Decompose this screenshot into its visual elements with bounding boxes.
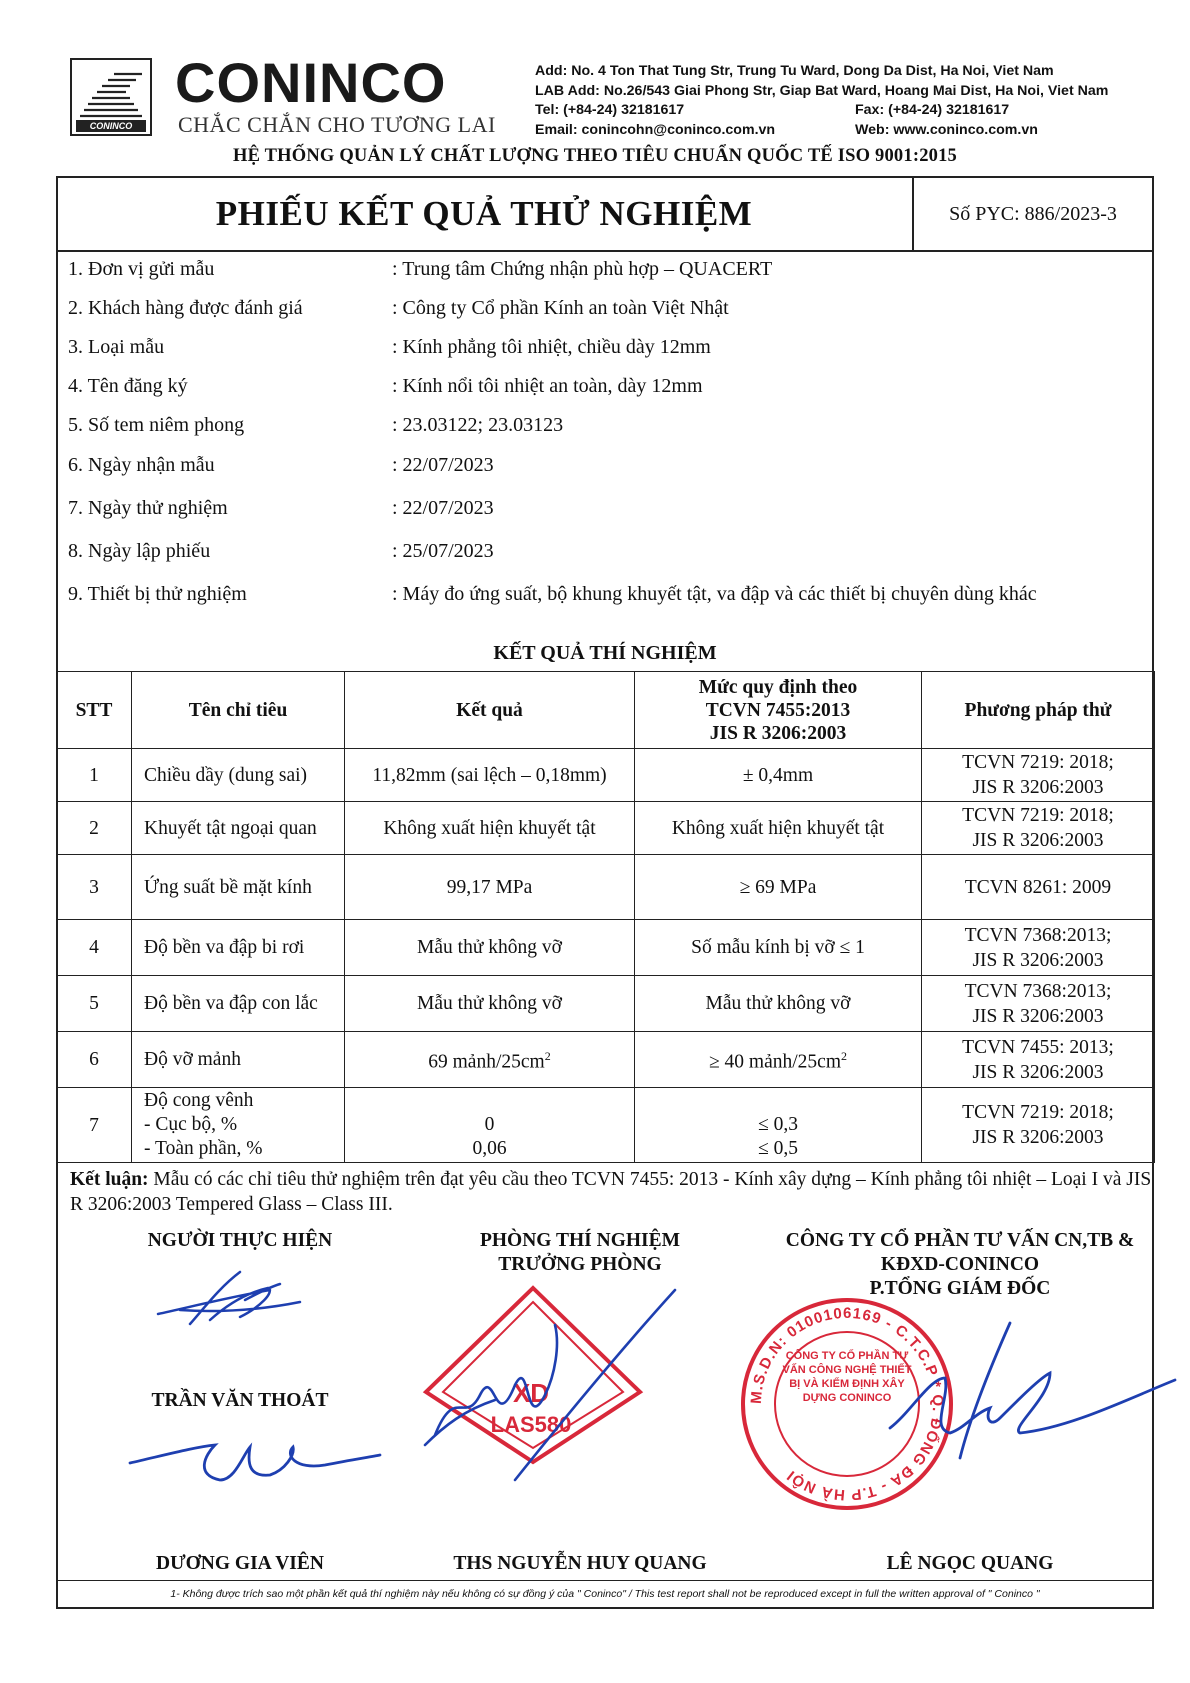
info-value: : Kính nổi tôi nhiệt an toàn, dày 12mm <box>392 375 703 397</box>
method-line: JIS R 3206:2003 <box>972 949 1104 971</box>
performer-name-1: TRẦN VĂN THOÁT <box>151 1390 329 1411</box>
signature-director <box>850 1318 1180 1468</box>
info-value: : 25/07/2023 <box>392 540 494 562</box>
cell-name <box>132 1088 345 1163</box>
cell-stt: 3 <box>57 855 132 920</box>
col-header-stt: STT <box>57 672 132 749</box>
tel: Tel: (+84-24) 32181617 <box>535 102 685 118</box>
info-value: : Kính phẳng tôi nhiệt, chiều dày 12mm <box>392 336 711 358</box>
name-line: - Toàn phần, % <box>144 1138 263 1159</box>
seal-center-text: CÔNG TY CỔ PHẦN TƯ VẤN CÔNG NGHỆ THIẾT BỊ VÀ KIỂM ĐỊNH XÂY DỰNG CONINCO <box>782 1350 912 1404</box>
method-line: JIS R 3206:2003 <box>972 1061 1104 1083</box>
header-line: TCVN 7455:2013 <box>705 699 851 721</box>
method-line: JIS R 3206:2003 <box>972 1127 1104 1148</box>
seal-ring-text: M.S.D.N: 0100106169 - C.T.C.P * Q. ĐỐNG ĐA - T.P HÀ NỘI <box>747 1304 947 1504</box>
superscript: 2 <box>841 1049 847 1064</box>
signature-thoat <box>150 1262 340 1337</box>
name-line: Độ cong vênh <box>144 1090 254 1111</box>
website: Web: www.coninco.com.vn <box>855 121 1038 138</box>
info-value: : 23.03122; 23.03123 <box>392 414 564 436</box>
header-line: JIS R 3206:2003 <box>709 722 847 744</box>
table-row <box>57 920 1155 976</box>
divider <box>56 1580 1154 1581</box>
cell-method <box>922 749 1155 802</box>
cell-method <box>922 1088 1155 1163</box>
col-header-requirement <box>635 672 922 749</box>
info-label: 5. Số tem niêm phong <box>68 414 245 436</box>
info-value: : 22/07/2023 <box>392 497 494 519</box>
info-label: 3. Loại mẫu <box>68 336 165 358</box>
info-value: : Trung tâm Chứng nhận phù hợp – QUACERT <box>392 258 773 280</box>
cell-name: Chiều dầy (dung sai) <box>132 749 345 802</box>
cell-result <box>345 1032 635 1088</box>
info-label: 8. Ngày lập phiếu <box>68 540 211 562</box>
company-title-line: CÔNG TY CỔ PHẦN TƯ VẤN CN,TB & <box>785 1230 1135 1251</box>
method-line: TCVN 7219: 2018; <box>962 805 1114 826</box>
cell-requirement: Mẫu thử không vỡ <box>635 976 922 1032</box>
conclusion-label: Kết luận: <box>70 1169 149 1190</box>
method-line: JIS R 3206:2003 <box>972 777 1104 798</box>
table-row <box>57 976 1155 1032</box>
info-label: 7. Ngày thử nghiệm <box>68 497 228 519</box>
method-line: TCVN 7219: 2018; <box>962 1102 1114 1123</box>
logo-tag: CONINCO <box>89 121 133 131</box>
method-line: TCVN 7368:2013; <box>964 980 1112 1002</box>
cell-name: Độ bền va đập bi rơi <box>132 920 345 976</box>
lab-title-line: TRƯỞNG PHÒNG <box>498 1254 662 1275</box>
info-value: : Máy đo ứng suất, bộ khung khuyết tật, va đập và các thiết bị chuyên dùng khác <box>392 583 1037 605</box>
cell-method <box>922 802 1155 855</box>
stamp-text-top: XD <box>512 1378 550 1408</box>
cell-result: 11,82mm (sai lệch – 0,18mm) <box>345 749 635 802</box>
result-value: 69 mảnh/25cm <box>428 1051 545 1073</box>
brand-name: CONINCO <box>175 51 447 114</box>
info-label: 2. Khách hàng được đánh giá <box>68 297 303 319</box>
cell-requirement: ± 0,4mm <box>635 749 922 802</box>
cell-method <box>922 976 1155 1032</box>
cell-requirement <box>635 1032 922 1088</box>
method-line: TCVN 7455: 2013; <box>962 1036 1114 1058</box>
method-line: TCVN 7219: 2018; <box>962 752 1114 773</box>
req-local: ≤ 0,3 <box>758 1114 798 1135</box>
method-line: JIS R 3206:2003 <box>972 1005 1104 1027</box>
iso-line: HỆ THỐNG QUẢN LÝ CHẤT LƯỢNG THEO TIÊU CHUẨN QUỐC TẾ ISO 9001:2015 <box>233 146 957 166</box>
cell-result: Mẫu thử không vỡ <box>345 920 635 976</box>
table-row <box>57 802 1155 855</box>
cell-stt: 7 <box>57 1088 132 1163</box>
method-line: JIS R 3206:2003 <box>972 830 1104 851</box>
info-value: : 22/07/2023 <box>392 454 494 476</box>
fax: Fax: (+84-24) 32181617 <box>855 102 1010 118</box>
cell-name: Độ bền va đập con lắc <box>132 976 345 1032</box>
cell-method <box>922 1032 1155 1088</box>
cell-stt: 5 <box>57 976 132 1032</box>
company-contact <box>535 62 1108 140</box>
table-row <box>57 1088 1155 1163</box>
divider <box>56 250 1154 252</box>
cell-name: Khuyết tật ngoại quan <box>132 802 345 855</box>
cell-requirement: Số mẫu kính bị vỡ ≤ 1 <box>635 920 922 976</box>
col-header-name: Tên chỉ tiêu <box>132 672 345 749</box>
table-row <box>57 855 1155 920</box>
director-name: LÊ NGỌC QUANG <box>886 1553 1054 1574</box>
table-header-row <box>57 672 1155 749</box>
cell-stt: 4 <box>57 920 132 976</box>
stamp-text-bottom: LAS580 <box>490 1412 572 1437</box>
result-local: 0 <box>484 1114 495 1135</box>
cell-result: Mẫu thử không vỡ <box>345 976 635 1032</box>
cell-method <box>922 920 1155 976</box>
name-line: - Cục bộ, % <box>144 1114 238 1135</box>
report-title: PHIẾU KẾT QUẢ THỬ NGHIỆM <box>215 194 753 233</box>
results-title: KẾT QUẢ THÍ NGHIỆM <box>493 642 717 664</box>
cell-method: TCVN 8261: 2009 <box>922 855 1155 920</box>
company-title <box>750 1229 1170 1301</box>
method-line: TCVN 7368:2013; <box>964 924 1112 946</box>
header-line: Mức quy định theo <box>698 676 858 698</box>
cell-requirement: Không xuất hiện khuyết tật <box>635 802 922 855</box>
conclusion <box>70 1167 1155 1217</box>
performer-name-2: DƯƠNG GIA VIÊN <box>156 1553 324 1574</box>
cell-requirement: ≥ 69 MPa <box>635 855 922 920</box>
lab-address: LAB Add: No.26/543 Giai Phong Str, Giap Bat Ward, Hoang Mai Dist, Ha Noi, Viet Nam <box>535 82 1109 99</box>
lab-title <box>430 1229 730 1277</box>
cell-stt: 2 <box>57 802 132 855</box>
signature-vien <box>125 1425 385 1500</box>
requirement-value: ≥ 40 mảnh/25cm <box>708 1051 841 1073</box>
col-header-result: Kết quả <box>345 672 635 749</box>
table-row <box>57 1032 1155 1088</box>
signature-quang <box>405 1285 685 1490</box>
cell-requirement <box>635 1088 922 1163</box>
address: Add: No. 4 Ton That Tung Str, Trung Tu Ward, Dong Da Dist, Ha Noi, Viet Nam <box>535 63 1054 79</box>
cell-result: Không xuất hiện khuyết tật <box>345 802 635 855</box>
performer-title: NGƯỜI THỰC HIỆN <box>147 1230 333 1251</box>
conclusion-text: Mẫu có các chỉ tiêu thử nghiệm trên đạt yêu cầu theo TCVN 7455: 2013 - Kính xây dựng – Kính phẳng tôi nhiệt – Loại I và JIS R 3206:2003 Tempered Glass – Class III. <box>70 1169 1152 1215</box>
info-value: : Công ty Cổ phần Kính an toàn Việt Nhật <box>392 297 729 319</box>
footer-note: 1- Không được trích sao một phần kết quả thí nghiệm này nếu không có sự đồng ý của " Coninco" / This test report shall not be reproduced except in full the written approval of " Coninco " <box>170 1588 1040 1600</box>
results-table <box>56 671 1155 1163</box>
table-row <box>57 749 1155 802</box>
cell-result <box>345 1088 635 1163</box>
info-label: 6. Ngày nhận mẫu <box>68 454 215 476</box>
cell-name: Ứng suất bề mặt kính <box>132 855 345 920</box>
brand-slogan: CHẮC CHẮN CHO TƯƠNG LAI <box>178 112 496 137</box>
company-title-line: P.TỔNG GIÁM ĐỐC <box>869 1278 1051 1299</box>
result-total: 0,06 <box>472 1138 507 1159</box>
req-total: ≤ 0,5 <box>758 1138 798 1159</box>
cell-stt: 1 <box>57 749 132 802</box>
cell-result: 99,17 MPa <box>345 855 635 920</box>
cell-stt: 6 <box>57 1032 132 1088</box>
email: Email: conincohn@coninco.com.vn <box>535 121 776 138</box>
info-label: 9. Thiết bị thử nghiệm <box>68 583 247 605</box>
col-header-method: Phương pháp thử <box>922 672 1155 749</box>
cell-name: Độ vỡ mảnh <box>132 1032 345 1088</box>
request-number: Số PYC: 886/2023-3 <box>949 203 1117 225</box>
superscript: 2 <box>544 1049 551 1064</box>
info-label: 1. Đơn vị gửi mẫu <box>68 258 215 280</box>
info-label: 4. Tên đăng ký <box>68 375 188 397</box>
lab-title-line: PHÒNG THÍ NGHIỆM <box>479 1230 681 1251</box>
lab-head-name: THS NGUYỄN HUY QUANG <box>453 1553 707 1574</box>
company-title-line: KĐXD-CONINCO <box>880 1254 1040 1275</box>
